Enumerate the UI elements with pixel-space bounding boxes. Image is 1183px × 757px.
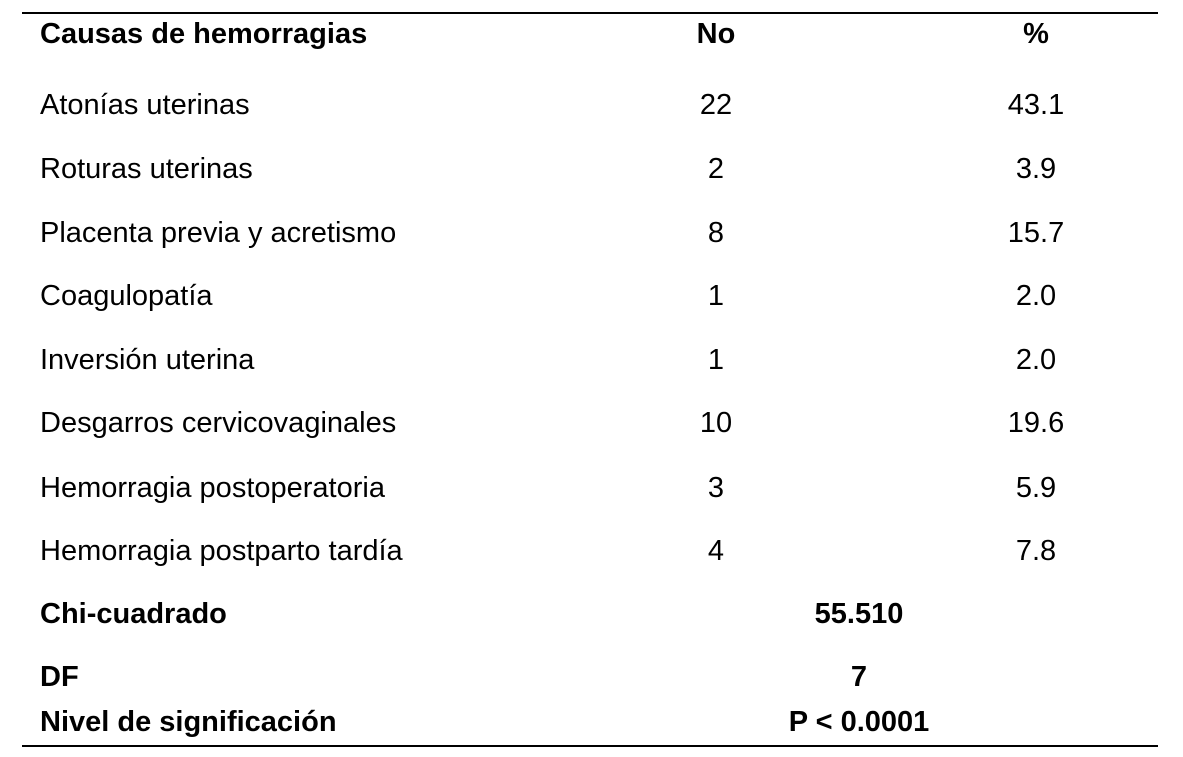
row-cause: Desgarros cervicovaginales — [40, 407, 397, 439]
row-cause: Atonías uterinas — [40, 89, 250, 121]
stats-row-df: DF 7 — [22, 657, 1158, 697]
stats-row-chi-square: Chi-cuadrado 55.510 — [22, 594, 1158, 634]
stat-label: Nivel de significación — [40, 706, 337, 738]
table-row: Hemorragia postparto tardía 4 7.8 — [22, 531, 1158, 571]
table-row: Desgarros cervicovaginales 10 19.6 — [22, 403, 1158, 443]
table-header-row: Causas de hemorragias No % — [22, 14, 1158, 54]
row-cause: Inversión uterina — [40, 344, 255, 376]
table-row: Placenta previa y acretismo 8 15.7 — [22, 213, 1158, 253]
row-cause: Roturas uterinas — [40, 153, 253, 185]
stats-row-significance: Nivel de significación P < 0.0001 — [22, 702, 1158, 742]
stat-label: DF — [40, 661, 79, 693]
table-row: Hemorragia postoperatoria 3 5.9 — [22, 468, 1158, 508]
table-row: Atonías uterinas 22 43.1 — [22, 85, 1158, 125]
bottom-rule — [22, 745, 1158, 747]
hemorrhage-causes-table — [22, 0, 1158, 757]
row-cause: Hemorragia postoperatoria — [40, 472, 385, 504]
header-cause: Causas de hemorragias — [40, 18, 368, 50]
row-cause: Hemorragia postparto tardía — [40, 535, 403, 567]
table-row: Roturas uterinas 2 3.9 — [22, 149, 1158, 189]
row-cause: Placenta previa y acretismo — [40, 217, 397, 249]
row-cause: Coagulopatía — [40, 280, 213, 312]
table-row: Coagulopatía 1 2.0 — [22, 276, 1158, 316]
table-row: Inversión uterina 1 2.0 — [22, 340, 1158, 380]
stat-label: Chi-cuadrado — [40, 598, 227, 630]
